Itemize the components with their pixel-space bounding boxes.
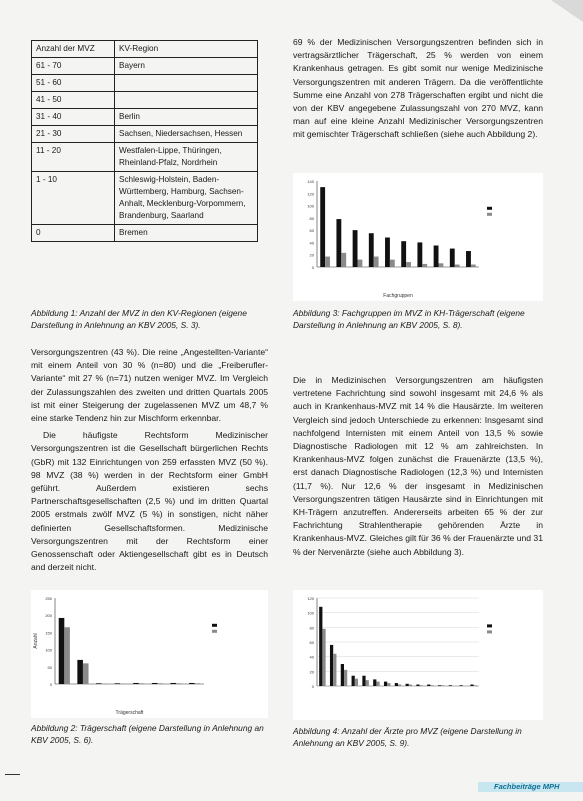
- bar-series-1: [336, 219, 341, 267]
- figure-3-chart-svg: [293, 173, 543, 301]
- table-cell-region: KV-Region: [115, 41, 258, 58]
- table-cell-count: 51 - 60: [32, 75, 115, 92]
- bar-series-1: [152, 683, 158, 684]
- bar-series-1: [449, 685, 452, 686]
- bar-series-1: [353, 230, 358, 267]
- bar-series-2: [195, 683, 201, 684]
- table-cell-region: [115, 92, 258, 109]
- bar-series-2: [341, 253, 346, 267]
- bar-series-1: [189, 683, 195, 684]
- bar-series-2: [366, 680, 369, 686]
- y-tick-label: 120: [307, 191, 314, 197]
- y-tick-label: 140: [307, 179, 314, 184]
- bar-series-2: [439, 263, 444, 267]
- figure-3-caption: Abbildung 3: Fachgruppen im MVZ in KH-Trägerschaft (eigene Darstellung in Anlehnung an KBV 2005, S. 8).: [293, 308, 525, 330]
- table-cell-count: 61 - 70: [32, 58, 115, 75]
- bar-series-2: [441, 685, 444, 686]
- bar-series-2: [420, 685, 423, 686]
- bar-series-2: [409, 685, 412, 686]
- bar-series-1: [450, 249, 455, 267]
- table-cell-count: 0: [32, 225, 115, 242]
- y-tick-label: 40: [309, 654, 314, 660]
- bar-series-1: [395, 683, 398, 686]
- bar-series-2: [358, 260, 363, 267]
- y-tick-label: 120: [307, 596, 314, 601]
- bar-series-1: [373, 679, 376, 686]
- bar-series-2: [325, 257, 330, 267]
- table-row: [32, 126, 258, 143]
- table-cell-region: Sachsen, Niedersachsen, Hessen: [115, 126, 258, 143]
- table-row: [32, 225, 258, 242]
- bar-series-2: [374, 257, 379, 267]
- bar-series-2: [139, 683, 145, 684]
- bar-series-1: [341, 664, 344, 686]
- y-axis-label: Anzahl: [33, 633, 39, 649]
- y-tick-label: 20: [309, 252, 314, 258]
- right-column-text-bottom: [293, 374, 543, 559]
- left-paragraph-2: Die häufigste Rechtsform Medizinischer Versorgungszentren ist die Gesellschaft bürgerlichen Rechts (GbR) mit 132 Einrichtungen von 259 erfassten MVZ (50 %). 98 MVZ (38 %) werden in der Rechtsform einer GmbH geführt. Außerdem existieren sechs Partnerschaftsgesellschaften (2,5 %) und im dritten Quartal 2005 erstmals zwölf MVZ (5 %) in sonstigen, nicht näher definierten Gesellschaftsformen. Medizinische Versorgungszentren mit der Rechtsform einer Genossenschaft oder Aktiengesellschaft gibt es in Deutsch and derzeit nicht.: [31, 430, 268, 573]
- table-header-row: [32, 41, 258, 58]
- table-cell-count: 41 - 50: [32, 92, 115, 109]
- right-paragraph-1: 69 % der Medizinischen Versorgungszentren befinden sich in vertragsärztlicher Trägerschaft, 25 % werden von einem Krankenhaus getragen. Es gibt somit nur wenige Medizinische Versorgungszentren mit anderen Trägern. Da die veröffentlichte Summe eine Anzahl von 278 Trägerschaften ergibt und nicht die von der KBV angegebene Zulassungszahl von 270 MVZ, kann man auf eine kleine Anzahl Medizinischer Versorgungszentren mit gemischter Trägerschaft schließen (siehe auch Abbildung 2).: [293, 37, 543, 140]
- table-cell-count: 31 - 40: [32, 109, 115, 126]
- x-axis-label: Fachgruppen: [383, 293, 413, 299]
- figure-4-caption: Abbildung 4: Anzahl der Ärzte pro MVZ (eigene Darstellung in Anlehnung an KBV 2005, S. 9).: [293, 726, 522, 748]
- bar-series-2: [430, 685, 433, 686]
- y-tick-label: 80: [309, 625, 314, 631]
- bar-series-2: [322, 629, 325, 686]
- table-cell-count: 1 - 10: [32, 172, 115, 225]
- bar-series-2: [64, 627, 70, 684]
- footer-rule: [5, 774, 20, 775]
- y-tick-label: 60: [309, 228, 314, 234]
- bar-series-1: [427, 685, 430, 686]
- bar-series-1: [460, 685, 463, 686]
- bar-series-1: [416, 685, 419, 686]
- bar-series-1: [385, 238, 390, 267]
- legend-swatch: [212, 630, 217, 633]
- table-cell-region: Bremen: [115, 225, 258, 242]
- y-tick-label: 60: [309, 640, 314, 645]
- bar-series-2: [387, 683, 390, 686]
- bar-series-2: [471, 265, 476, 267]
- y-tick-label: 50: [47, 664, 52, 670]
- left-column-text: [31, 346, 268, 574]
- bar-series-2: [398, 685, 401, 686]
- kv-region-table: [31, 40, 258, 242]
- figure-2-chart-svg: [31, 590, 268, 718]
- figure-4-chart-svg: [293, 590, 543, 720]
- bar-series-1: [438, 685, 441, 686]
- bar-series-2: [376, 682, 379, 686]
- kv-region-table-wrapper: [31, 40, 258, 242]
- y-tick-label: 80: [309, 215, 314, 221]
- bar-series-2: [355, 679, 358, 686]
- y-tick-label: 150: [45, 630, 52, 636]
- figure-2-chart: [31, 590, 268, 718]
- right-column-text-top: [293, 36, 543, 142]
- bar-series-1: [96, 683, 102, 684]
- table-row: [32, 92, 258, 109]
- table-row: [32, 109, 258, 126]
- table-cell-region: Berlin: [115, 109, 258, 126]
- left-paragraph-1: Versorgungszentren (43 %). Die reine „Angestellten-Variante“ mit einem Anteil von 30 % (n=80) und die „Freiberufler-Variante“ mit 27 % (n=71) nutzen weniger MVZ. Im Vergleich der Zulassungszahlen des zweiten und dritten Quartals 2005 ist mit einer Steigerung der zugelassenen MVZ um 48,7 % eine starke Tendenz hin zur Mischform erkennbar.: [31, 347, 268, 424]
- figure-2-caption: Abbildung 2: Trägerschaft (eigene Darstellung in Anlehnung an KBV 2005, S. 6).: [31, 723, 264, 745]
- table-cell-region: Schleswig-Holstein, Baden-Württemberg, Hamburg, Sachsen-Anhalt, Mecklenburg-Vorpommern, Brandenburg, Saarland: [115, 172, 258, 225]
- bar-series-2: [333, 654, 336, 686]
- y-tick-label: 0: [49, 682, 52, 687]
- bar-series-1: [434, 246, 439, 268]
- figure-3-chart: [293, 173, 543, 301]
- legend-swatch: [487, 630, 492, 633]
- bar-series-2: [83, 663, 89, 684]
- bar-series-1: [319, 607, 322, 686]
- bar-series-1: [330, 645, 333, 686]
- table-cell-region: Bayern: [115, 58, 258, 75]
- bar-series-1: [401, 241, 406, 267]
- bar-series-2: [422, 264, 427, 267]
- table-cell-count: 11 - 20: [32, 143, 115, 172]
- bar-series-1: [59, 618, 65, 684]
- table-cell-count: Anzahl der MVZ: [32, 41, 115, 58]
- table-row: [32, 75, 258, 92]
- bar-series-1: [406, 684, 409, 686]
- bar-series-1: [384, 682, 387, 686]
- bar-series-1: [470, 685, 473, 686]
- bar-series-1: [369, 233, 374, 267]
- legend-swatch: [487, 213, 492, 216]
- right-paragraph-2: Die in Medizinischen Versorgungszentren am häufigsten vertretene Fachrichtung sind sowohl insgesamt mit 24,6 % als auch in Krankenhaus-MVZ mit 14 % die Hausärzte. Im weiteren Vergleich sind jedoch Unterschiede zu erkennen: Insgesamt sind nachfolgend Internisten mit einem Anteil von 13,5 % sowie Diagnostische Radiologen mit 12 % am zahlreichsten. In Krankenhaus-MVZ folgen zunächst die Frauenärzte (13,5 %), erst danach Diagnostische Radiologen (12,3 %) und Internisten (11,7 %). Nur 12,6 % der insgesamt in Medizinischen Versorgungszentren tätigen Hausärzte sind in Einrichtungen mit KH-Trägern anzutreffen. Andererseits arbeiten 65 % der zur Fachrichtung Strahlentherapie gehörenden Ärzte in Krankenhaus-MVZ. Gleiches gilt für 36 % der Frauenärzte und 31 % der Nervenärzte (siehe auch Abbildung 3).: [293, 375, 543, 557]
- page-corner-decoration: [551, 0, 583, 22]
- y-tick-label: 200: [45, 613, 52, 619]
- figure-4-chart: [293, 590, 543, 720]
- y-tick-label: 20: [309, 669, 314, 675]
- y-tick-label: 100: [307, 203, 314, 209]
- table-cell-region: [115, 75, 258, 92]
- bar-series-1: [133, 683, 139, 684]
- table-row: [32, 58, 258, 75]
- table-cell-region: Westfalen-Lippe, Thüringen, Rheinland-Pfalz, Nordrhein: [115, 143, 258, 172]
- footer-label: Fachbeiträge MPH: [494, 782, 560, 791]
- bar-series-2: [406, 262, 411, 267]
- bar-series-1: [115, 683, 121, 684]
- legend-swatch: [487, 624, 492, 627]
- table-cell-count: 21 - 30: [32, 126, 115, 143]
- y-tick-label: 0: [311, 684, 314, 689]
- y-tick-label: 250: [45, 596, 52, 601]
- y-tick-label: 100: [45, 647, 52, 653]
- table-row: [32, 143, 258, 172]
- bar-series-1: [466, 251, 471, 267]
- y-tick-label: 0: [311, 265, 314, 270]
- x-axis-label: Trägerschaft: [115, 710, 144, 716]
- legend-swatch: [487, 207, 492, 210]
- legend-swatch: [212, 624, 217, 627]
- bar-series-1: [320, 187, 325, 267]
- table-row: [32, 172, 258, 225]
- bar-series-2: [474, 685, 477, 686]
- bar-series-2: [344, 670, 347, 686]
- bar-series-1: [362, 676, 365, 686]
- y-tick-label: 100: [307, 610, 314, 616]
- bar-series-1: [417, 242, 422, 267]
- bar-series-1: [352, 676, 355, 686]
- bar-series-1: [170, 683, 176, 684]
- figure-1-caption: Abbildung 1: Anzahl der MVZ in den KV-Regionen (eigene Darstellung in Anlehnung an KBV 2005, S. 3).: [31, 308, 247, 330]
- bar-series-2: [390, 260, 395, 267]
- bar-series-2: [455, 265, 460, 267]
- bar-series-2: [176, 683, 182, 684]
- y-tick-label: 40: [309, 240, 314, 246]
- bar-series-2: [157, 683, 163, 684]
- bar-series-1: [77, 660, 83, 684]
